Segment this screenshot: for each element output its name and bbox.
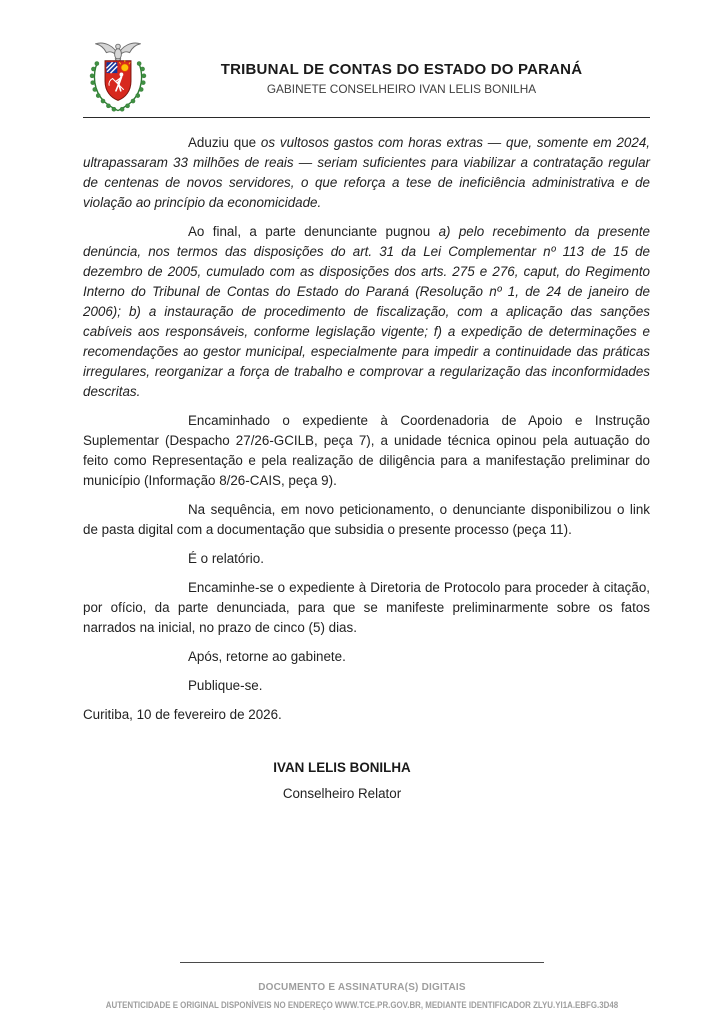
paragraph-lead: Ao final, a parte denunciante pugnou (188, 224, 439, 239)
paragraph-apos (83, 647, 650, 667)
document-body (83, 133, 650, 804)
document-header (83, 39, 650, 114)
signature-block (83, 758, 601, 804)
parana-coat-of-arms-icon (83, 39, 153, 114)
paragraph-publique-se (83, 676, 650, 696)
header-divider (83, 117, 650, 118)
paragraph-encaminhe-se (83, 578, 650, 638)
paragraph-lead: Encaminhe-se o expediente à Diretoria de Protocolo para proceder à citação, por ofício, da parte denunciada, para que se manifeste preliminarmente sobre os fatos narrados na inicial, no prazo de cinco (5) dias. (83, 580, 650, 635)
paragraph-lead: Aduziu que (188, 135, 261, 150)
cabinet-subtitle: GABINETE CONSELHEIRO IVAN LELIS BONILHA (266, 82, 537, 96)
paragraph-na-sequencia (83, 500, 650, 540)
footer-authenticity-note: AUTENTICIDADE E ORIGINAL DISPONÍVEIS NO ENDEREÇO WWW.TCE.PR.GOV.BR, MEDIANTE IDENTIFICADOR ZLYU.YI1A.EBFG.3D48 (105, 1000, 619, 1010)
paragraph-lead: Encaminhado o expediente à Coordenadoria de Apoio e Instrução Suplementar (Despacho 27/26-GCILB, peça 7), a unidade técnica opinou pela autuação do feito como Representação e pela realização de diligência para a manifestação preliminar do município (Informação 8/26-CAIS, peça 9). (83, 413, 650, 488)
paragraph-emphasis: a) pelo recebimento da presente denúncia, nos termos das disposições do art. 31 da Lei Complementar nº 113 de 15 de dezembro de 2005, cumulado com as disposições dos arts. 275 e 276, caput, do Regimento Interno do Tribunal de Contas do Estado do Paraná (Resolução nº 1, de 24 de janeiro de 2006); b) a instauração de procedimento de fiscalização, com a aplicação das sanções cabíveis aos responsáveis, conforme legislação vigente; f) a expedição de determinações e recomendações ao gestor municipal, especialmente para impedir a continuidade das práticas irregulares, reorganizar a força de trabalho e comprovar a regularização das inconformidades descritas. (83, 224, 650, 399)
header-titles (153, 39, 650, 96)
paragraph-lead: É o relatório. (188, 551, 264, 566)
signer-name: IVAN LELIS BONILHA (273, 760, 411, 775)
paragraph-relatorio (83, 549, 650, 569)
paragraph-ao-final (83, 222, 650, 402)
paragraph-encaminhado (83, 411, 650, 491)
signer-role: Conselheiro Relator (282, 786, 402, 801)
paragraph-emphasis: os vultosos gastos com horas extras — que, somente em 2024, ultrapassaram 33 milhões de reais — seriam suficientes para viabilizar a contratação regular de centenas de novos servidores, o que reforça a tese de ineficiência administrativa e de violação ao princípio da economicidade. (83, 135, 650, 210)
footer-digital-signature-label: DOCUMENTO E ASSINATURA(S) DIGITAIS (258, 982, 466, 993)
paragraph-lead: Após, retorne ao gabinete. (188, 649, 346, 664)
paragraph-lead: Publique-se. (188, 678, 263, 693)
paragraph-lead: Na sequência, em novo peticionamento, o denunciante disponibilizou o link de pasta digital com a documentação que subsidia o presente processo (peça 11). (83, 502, 650, 537)
institution-title: TRIBUNAL DE CONTAS DO ESTADO DO PARANÁ (220, 61, 583, 78)
footer-divider (180, 962, 544, 963)
date-line: Curitiba, 10 de fevereiro de 2026. (83, 707, 282, 722)
paragraph-aduziu (83, 133, 650, 213)
